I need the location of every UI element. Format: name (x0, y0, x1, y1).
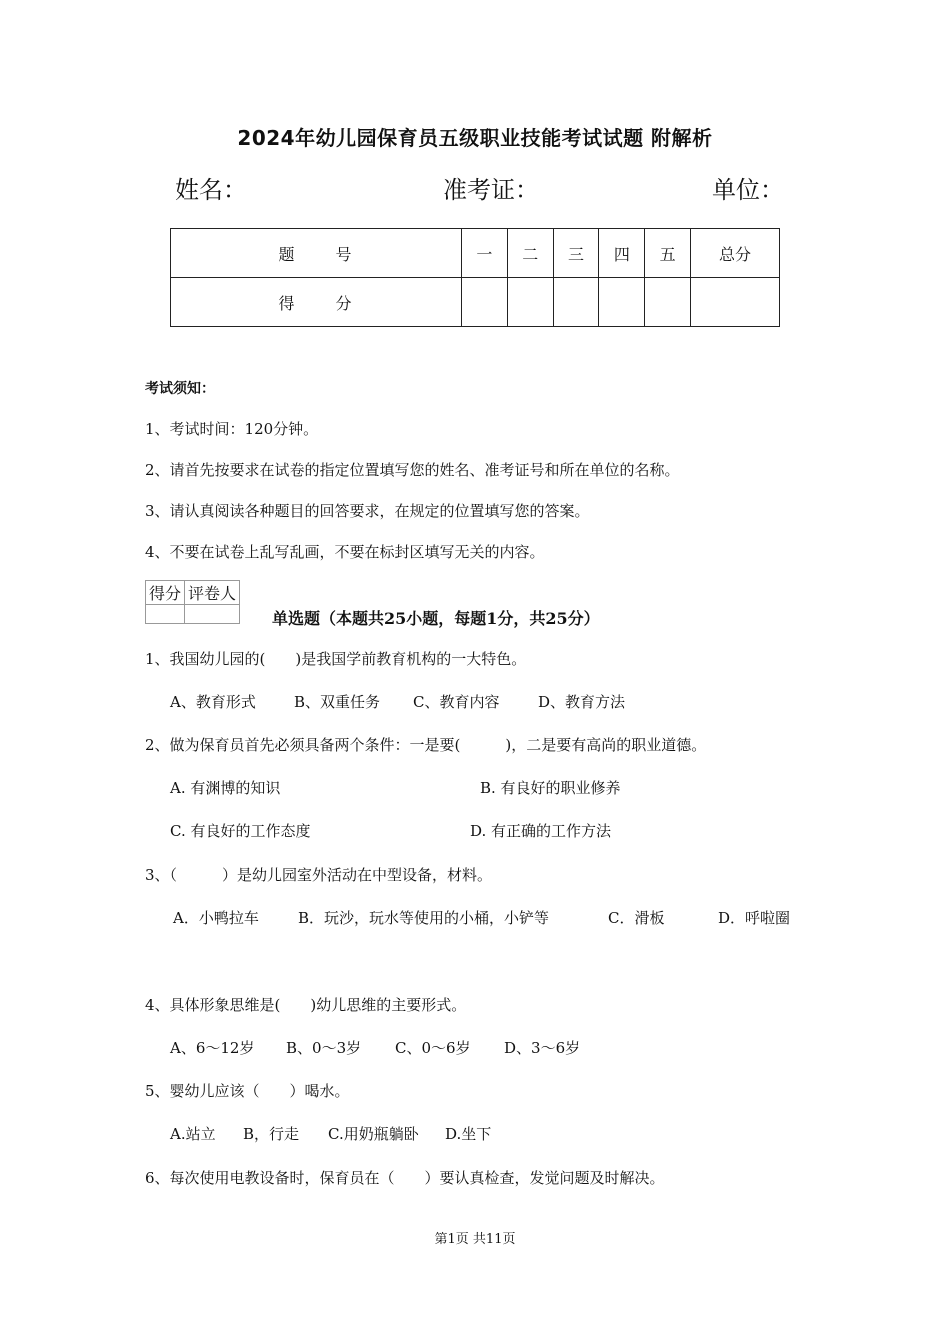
unit-field-label: 单位： (712, 176, 784, 204)
option: A．小鸭拉车 (173, 909, 259, 927)
score-cell (553, 278, 599, 327)
option: B. 有良好的职业修养 (480, 779, 621, 797)
option: C．滑板 (608, 909, 665, 927)
option: B、0～3岁 (286, 1039, 362, 1057)
notes-heading: 考试须知： (145, 381, 215, 397)
question-stem: 3、（ ）是幼儿园室外活动在中型设备，材料。 (145, 866, 493, 884)
option: D. 有正确的工作方法 (470, 822, 612, 840)
score-cell (645, 278, 691, 327)
score-table-score-row (171, 278, 780, 327)
score-table-header-cell: 五 (645, 229, 691, 278)
option: D、教育方法 (538, 693, 626, 711)
page-footer: 第1页 共11页 (434, 1232, 516, 1247)
question-stem: 2、做为保育员首先必须具备两个条件：一是要( )，二是要有高尚的职业道德。 (145, 736, 707, 754)
document-title: 2024年幼儿园保育员五级职业技能考试试题 附解析 (237, 126, 713, 150)
score-table-header-cell: 四 (599, 229, 645, 278)
question-stem: 4、具体形象思维是( )幼儿思维的主要形式。 (145, 996, 467, 1014)
note-item: 3、请认真阅读各种题目的回答要求，在规定的位置填写您的答案。 (145, 502, 590, 520)
option: C、教育内容 (413, 693, 500, 711)
grader-reviewer-label: 评卷人 (185, 581, 240, 605)
option: A、教育形式 (170, 693, 256, 711)
score-table-header-cell: 题 号 (171, 229, 462, 278)
option: C.用奶瓶躺卧 (328, 1125, 419, 1143)
option: C、0～6岁 (395, 1039, 471, 1057)
score-cell (462, 278, 508, 327)
score-table-header-cell: 二 (507, 229, 553, 278)
question-stem: 5、婴幼儿应该（ ）喝水。 (145, 1082, 350, 1100)
option: D．呼啦圈 (718, 909, 791, 927)
score-row-label: 得 分 (171, 278, 462, 327)
ticket-field-label: 准考证： (443, 176, 539, 204)
score-table-header-cell: 三 (553, 229, 599, 278)
option: B、双重任务 (294, 693, 381, 711)
option: D、3～6岁 (504, 1039, 581, 1057)
score-table-header-row (171, 229, 780, 278)
name-field-label: 姓名： (175, 176, 247, 204)
option: B．玩沙，玩水等使用的小桶，小铲等 (298, 909, 550, 927)
score-cell (507, 278, 553, 327)
grader-reviewer-cell (185, 605, 240, 624)
option: D.坐下 (445, 1125, 492, 1143)
grader-box (145, 580, 240, 624)
score-cell (599, 278, 645, 327)
grader-score-cell (146, 605, 185, 624)
option: A.站立 (170, 1125, 216, 1143)
note-item: 4、不要在试卷上乱写乱画，不要在标封区填写无关的内容。 (145, 543, 545, 561)
section-title: 单选题（本题共25小题，每题1分，共25分） (272, 609, 600, 628)
question-stem: 6、每次使用电教设备时，保育员在（ ）要认真检查，发觉问题及时解决。 (145, 1169, 665, 1187)
question-stem: 1、我国幼儿园的( )是我国学前教育机构的一大特色。 (145, 650, 527, 668)
score-table-header-cell: 一 (462, 229, 508, 278)
grader-score-label: 得分 (146, 581, 185, 605)
option: A. 有渊博的知识 (170, 779, 281, 797)
note-item: 2、请首先按要求在试卷的指定位置填写您的姓名、准考证号和所在单位的名称。 (145, 461, 680, 479)
option: A、6～12岁 (170, 1039, 255, 1057)
score-table (170, 228, 780, 327)
score-table-header-cell: 总分 (691, 229, 780, 278)
option: C. 有良好的工作态度 (170, 822, 311, 840)
note-item: 1、考试时间：120分钟。 (145, 420, 319, 438)
option: B，行走 (243, 1125, 300, 1143)
score-cell (691, 278, 780, 327)
